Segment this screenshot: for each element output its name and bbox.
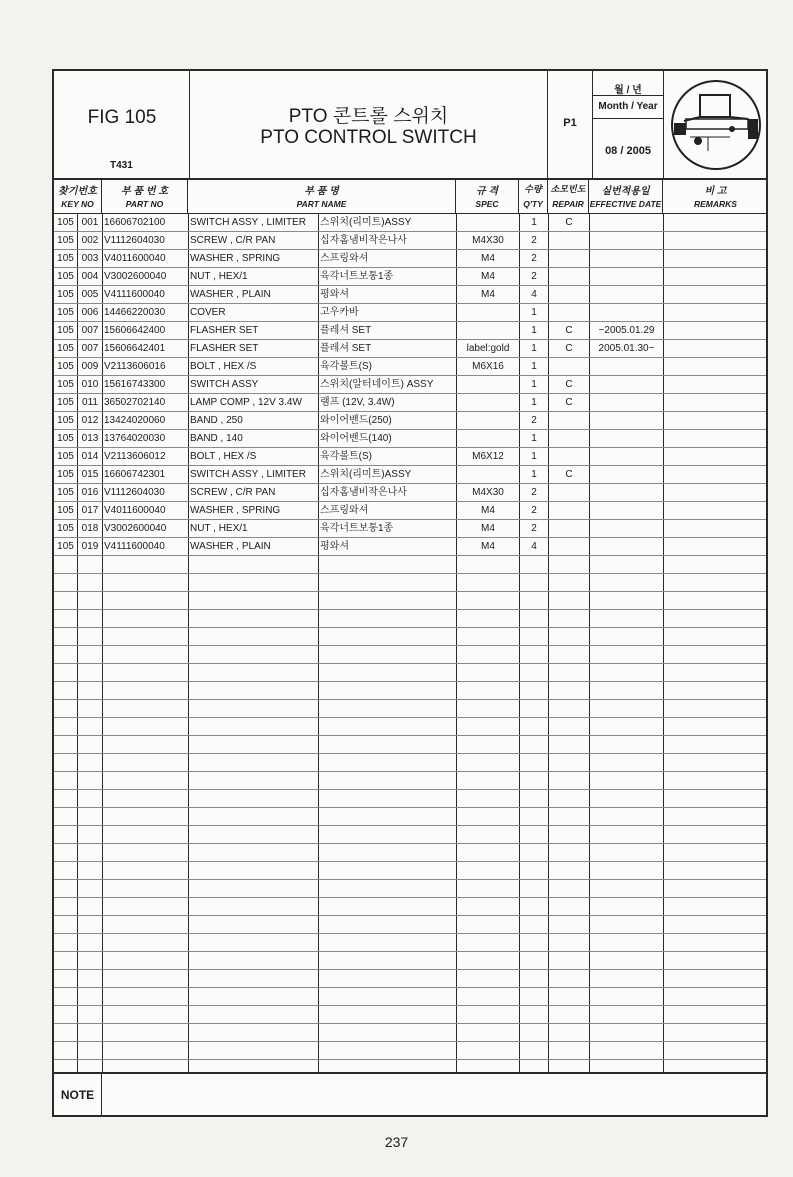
cell-name-ko: 와이어밴드(140): [320, 433, 392, 444]
cell-part: V4011600040: [104, 505, 166, 516]
title-cell: [190, 71, 548, 178]
col-remarks: 비 고 REMARKS: [694, 186, 737, 209]
cell-qty: 1: [531, 379, 537, 390]
table-row: [54, 376, 766, 394]
cell-eff: [590, 232, 663, 249]
cell-name-ko: 육각볼트(S): [320, 361, 372, 372]
cell-name-en: SWITCH ASSY: [190, 379, 259, 390]
table-row: [54, 988, 766, 1006]
table-row: [54, 898, 766, 916]
table-row: [54, 952, 766, 970]
fig-label: FIG 105: [87, 107, 157, 128]
col-key-no: 찾기번호 KEY NO: [54, 180, 102, 213]
parts-sheet: [52, 69, 768, 1117]
cell-key: 006: [81, 307, 99, 318]
table-row: [54, 394, 766, 412]
table-row: [54, 1006, 766, 1024]
cell-spec: M4: [481, 541, 495, 552]
cell-spec: M4: [481, 505, 495, 516]
cell-eff: [590, 358, 663, 375]
cell-repair: [549, 502, 589, 519]
table-row: [54, 646, 766, 664]
cell-repair: [549, 538, 589, 555]
cell-key: 007: [81, 325, 99, 336]
cell-fig: 105: [57, 271, 74, 282]
cell-fig: 105: [57, 343, 74, 354]
cell-fig: 105: [57, 487, 74, 498]
cell-name-ko: 육각볼트(S): [320, 451, 372, 462]
cell-repair: [549, 412, 589, 429]
table-row: [54, 268, 766, 286]
cell-fig: 105: [57, 325, 74, 336]
table-row: [54, 790, 766, 808]
table-row: [54, 520, 766, 538]
table-row: [54, 916, 766, 934]
cell-eff: [590, 376, 663, 393]
table-row: [54, 232, 766, 250]
cell-eff: [590, 412, 663, 429]
cell-qty: 2: [531, 235, 537, 246]
cell-eff: [590, 268, 663, 285]
table-row: [54, 628, 766, 646]
cell-fig: 105: [57, 469, 74, 480]
cell-part: 15606642400: [104, 325, 166, 336]
table-row: [54, 772, 766, 790]
table-row: [54, 574, 766, 592]
cell-name-en: BAND , 250: [190, 415, 243, 426]
sheet-header: [54, 71, 766, 180]
table-row: [54, 700, 766, 718]
table-row: [54, 736, 766, 754]
cell-part: V3002600040: [104, 271, 167, 282]
cell-part: V2113606012: [104, 451, 166, 462]
table-row: [54, 610, 766, 628]
cell-eff: [590, 520, 663, 537]
cell-qty: 1: [531, 361, 537, 372]
cell-name-en: NUT , HEX/1: [190, 271, 248, 282]
table-row: [54, 412, 766, 430]
cell-spec: [457, 322, 519, 339]
cell-key: 001: [81, 217, 99, 228]
cell-fig: 105: [57, 451, 74, 462]
cell-qty: 1: [531, 307, 537, 318]
cell-name-en: WASHER , PLAIN: [190, 289, 271, 300]
cell-name-en: WASHER , SPRING: [190, 505, 281, 516]
cell-eff: [590, 484, 663, 501]
cell-name-ko: 십자홈냄비작은나사: [320, 235, 407, 246]
table-row: [54, 682, 766, 700]
cell-fig: 105: [57, 523, 74, 534]
table-row: [54, 970, 766, 988]
cell-name-en: FLASHER SET: [190, 325, 259, 336]
cell-qty: 1: [531, 469, 537, 480]
page-number: 237: [384, 1134, 409, 1150]
cell-name-ko: 고우카바: [320, 307, 359, 318]
cell-eff: ~2005.01.29: [598, 325, 655, 336]
cell-spec: M4: [481, 523, 495, 534]
cell-name-ko: 육각너트보통1종: [320, 523, 394, 534]
cell-qty: 1: [531, 217, 537, 228]
cell-name-ko: 육각너트보통1종: [320, 271, 394, 282]
cell-qty: 4: [531, 541, 537, 552]
cell-name-ko: 램프 (12V, 3.4W): [320, 397, 395, 408]
date-cell: [593, 71, 664, 178]
table-row: [54, 1042, 766, 1060]
cell-key: 013: [81, 433, 99, 444]
table-row: [54, 214, 766, 232]
cell-name-en: WASHER , PLAIN: [190, 541, 271, 552]
page-title-english: PTO CONTROL SWITCH: [260, 127, 477, 148]
cell-qty: 1: [531, 397, 537, 408]
cell-part: 16606742301: [104, 469, 166, 480]
cell-key: 019: [81, 541, 99, 552]
cell-spec: [457, 412, 519, 429]
cell-name-en: COVER: [190, 307, 226, 318]
col-repair: 소모빈도 REPAIR: [548, 180, 589, 213]
cell-name-en: LAMP COMP , 12V 3.4W: [190, 397, 302, 408]
cell-key: 011: [82, 397, 98, 408]
cell-part: V4111600040: [104, 289, 165, 300]
cell-name-ko: 스위치(리미트)ASSY: [320, 217, 412, 228]
cell-eff: [590, 214, 663, 231]
cell-name-en: SWITCH ASSY , LIMITER: [190, 469, 306, 480]
cell-name-ko: 플레셔 SET: [320, 325, 372, 336]
cell-part: 16606702100: [104, 217, 166, 228]
table-row: [54, 664, 766, 682]
cell-key: 007: [81, 343, 99, 354]
cell-fig: 105: [57, 361, 74, 372]
cell-repair: C: [565, 217, 573, 228]
table-row: [54, 826, 766, 844]
cell-eff: [590, 430, 663, 447]
cell-fig: 105: [57, 379, 74, 390]
cell-name-en: NUT , HEX/1: [190, 523, 248, 534]
cell-qty: 2: [531, 415, 537, 426]
table-row: [54, 502, 766, 520]
cell-part: V4011600040: [104, 253, 166, 264]
cell-eff: [590, 448, 663, 465]
cell-eff: [590, 538, 663, 555]
col-qty: 수량 Q'TY: [519, 180, 548, 213]
cell-repair: C: [565, 397, 573, 408]
cell-name-en: SWITCH ASSY , LIMITER: [190, 217, 306, 228]
cell-part: 13424020060: [104, 415, 166, 426]
date-label-english: Month / Year: [593, 95, 663, 119]
cell-qty: 2: [531, 487, 537, 498]
cell-key: 010: [81, 379, 99, 390]
cell-repair: [549, 304, 589, 321]
tractor-icon: [670, 79, 762, 171]
table-row: [54, 1024, 766, 1042]
page-cell: [548, 71, 593, 178]
table-row: [54, 448, 766, 466]
cell-fig: 105: [57, 217, 74, 228]
col-spec: 규 격 SPEC: [456, 180, 519, 213]
cell-name-en: WASHER , SPRING: [190, 253, 281, 264]
cell-key: 005: [81, 289, 99, 300]
cell-spec: [457, 214, 519, 231]
cell-fig: 105: [57, 289, 74, 300]
cell-qty: 2: [531, 253, 537, 264]
cell-repair: [549, 268, 589, 285]
cell-part: V1112604030: [104, 487, 165, 498]
cell-name-en: BOLT , HEX /S: [190, 451, 257, 462]
cell-spec: [457, 394, 519, 411]
icon-cell: [664, 71, 768, 178]
cell-spec: M4: [481, 289, 495, 300]
cell-key: 017: [81, 505, 99, 516]
cell-qty: 1: [531, 343, 537, 354]
table-row: [54, 322, 766, 340]
cell-spec: [457, 304, 519, 321]
cell-qty: 2: [531, 523, 537, 534]
cell-key: 016: [81, 487, 99, 498]
cell-name-ko: 플레셔 SET: [320, 343, 372, 354]
table-row: [54, 358, 766, 376]
col-part-no: 부 품 번 호 PART NO: [102, 180, 188, 213]
cell-key: 012: [81, 415, 99, 426]
cell-part: V4111600040: [104, 541, 165, 552]
cell-fig: 105: [57, 541, 74, 552]
cell-fig: 105: [57, 253, 74, 264]
cell-qty: 1: [531, 325, 537, 336]
cell-repair: C: [565, 343, 573, 354]
cell-name-ko: 스프링와셔: [320, 253, 369, 264]
cell-part: V2113606016: [104, 361, 166, 372]
cell-qty: 2: [531, 505, 537, 516]
cell-spec: M6X16: [472, 361, 504, 372]
col-part-name: 부 품 명 PART NAME: [188, 180, 456, 213]
cell-repair: [549, 520, 589, 537]
cell-qty: 1: [531, 451, 537, 462]
cell-qty: 1: [531, 433, 537, 444]
cell-repair: C: [565, 469, 573, 480]
note-section: [54, 1072, 766, 1117]
cell-spec: label:gold: [466, 343, 510, 354]
date-value: 08 / 2005: [605, 145, 651, 157]
cell-key: 009: [81, 361, 99, 372]
cell-part: 15606642401: [104, 343, 166, 354]
parts-table-body: [54, 214, 766, 1072]
table-row: [54, 754, 766, 772]
cell-name-ko: 평와셔: [320, 289, 349, 300]
cell-fig: 105: [57, 505, 74, 516]
cell-fig: 105: [57, 433, 74, 444]
cell-name-ko: 평와셔: [320, 541, 349, 552]
cell-spec: M4: [481, 271, 495, 282]
table-row: [54, 304, 766, 322]
table-row: [54, 538, 766, 556]
cell-name-ko: 와이어밴드(250): [320, 415, 392, 426]
table-row: [54, 250, 766, 268]
cell-key: 015: [81, 469, 99, 480]
table-row: [54, 484, 766, 502]
cell-name-en: FLASHER SET: [190, 343, 259, 354]
cell-eff: [590, 250, 663, 267]
cell-name-en: SCREW , C/R PAN: [190, 235, 276, 246]
cell-name-ko: 스위치(리미트)ASSY: [320, 469, 412, 480]
cell-key: 014: [81, 451, 99, 462]
cell-eff: [590, 502, 663, 519]
cell-spec: [457, 376, 519, 393]
cell-fig: 105: [57, 397, 74, 408]
cell-name-en: SCREW , C/R PAN: [190, 487, 276, 498]
cell-eff: [590, 304, 663, 321]
cell-name-ko: 십자홈냄비작은나사: [320, 487, 407, 498]
cell-name-en: BOLT , HEX /S: [190, 361, 257, 372]
column-header-row: [54, 180, 766, 214]
cell-qty: 4: [531, 289, 537, 300]
page-title-korean: PTO 콘트롤 스위치: [288, 106, 449, 127]
table-row: [54, 862, 766, 880]
cell-repair: [549, 286, 589, 303]
cell-eff: [590, 394, 663, 411]
table-row: [54, 808, 766, 826]
table-row: [54, 880, 766, 898]
cell-fig: 105: [57, 415, 74, 426]
cell-spec: M4X30: [472, 487, 504, 498]
cell-fig: 105: [57, 307, 74, 318]
model-label: T431: [110, 160, 133, 171]
cell-eff: [590, 466, 663, 483]
table-row: [54, 718, 766, 736]
cell-part: 14466220030: [104, 307, 166, 318]
cell-part: 36502702140: [104, 397, 166, 408]
cell-repair: [549, 250, 589, 267]
cell-key: 018: [81, 523, 99, 534]
cell-repair: [549, 484, 589, 501]
cell-eff: [590, 286, 663, 303]
cell-spec: [457, 466, 519, 483]
cell-spec: M6X12: [472, 451, 504, 462]
cell-repair: [549, 358, 589, 375]
cell-repair: C: [565, 379, 573, 390]
table-row: [54, 286, 766, 304]
table-row: [54, 592, 766, 610]
table-row: [54, 466, 766, 484]
cell-key: 003: [81, 253, 99, 264]
cell-key: 002: [81, 235, 99, 246]
cell-repair: [549, 448, 589, 465]
cell-repair: [549, 232, 589, 249]
table-row: [54, 340, 766, 358]
cell-spec: M4: [481, 253, 495, 264]
cell-name-ko: 스프링와셔: [320, 505, 369, 516]
cell-spec: [457, 430, 519, 447]
col-effective-date: 실번적용일 EFFECTIVE DATE: [589, 180, 663, 213]
cell-repair: [549, 430, 589, 447]
table-row: [54, 430, 766, 448]
table-row: [54, 934, 766, 952]
cell-part: 15616743300: [104, 379, 166, 390]
table-row: [54, 556, 766, 574]
cell-name-en: BAND , 140: [190, 433, 243, 444]
page-label: P1: [563, 117, 577, 129]
cell-qty: 2: [531, 271, 537, 282]
table-row: [54, 844, 766, 862]
cell-part: V3002600040: [104, 523, 167, 534]
fig-cell: [54, 71, 190, 178]
cell-part: V1112604030: [104, 235, 165, 246]
cell-spec: M4X30: [472, 235, 504, 246]
cell-repair: C: [565, 325, 573, 336]
cell-eff: 2005.01.30~: [598, 343, 655, 354]
cell-fig: 105: [57, 235, 74, 246]
cell-key: 004: [81, 271, 99, 282]
cell-name-ko: 스위치(알터네이트) ASSY: [320, 379, 434, 390]
date-label-korean: 월 / 년: [614, 85, 642, 96]
cell-part: 13764020030: [104, 433, 166, 444]
note-label: NOTE: [54, 1074, 102, 1117]
